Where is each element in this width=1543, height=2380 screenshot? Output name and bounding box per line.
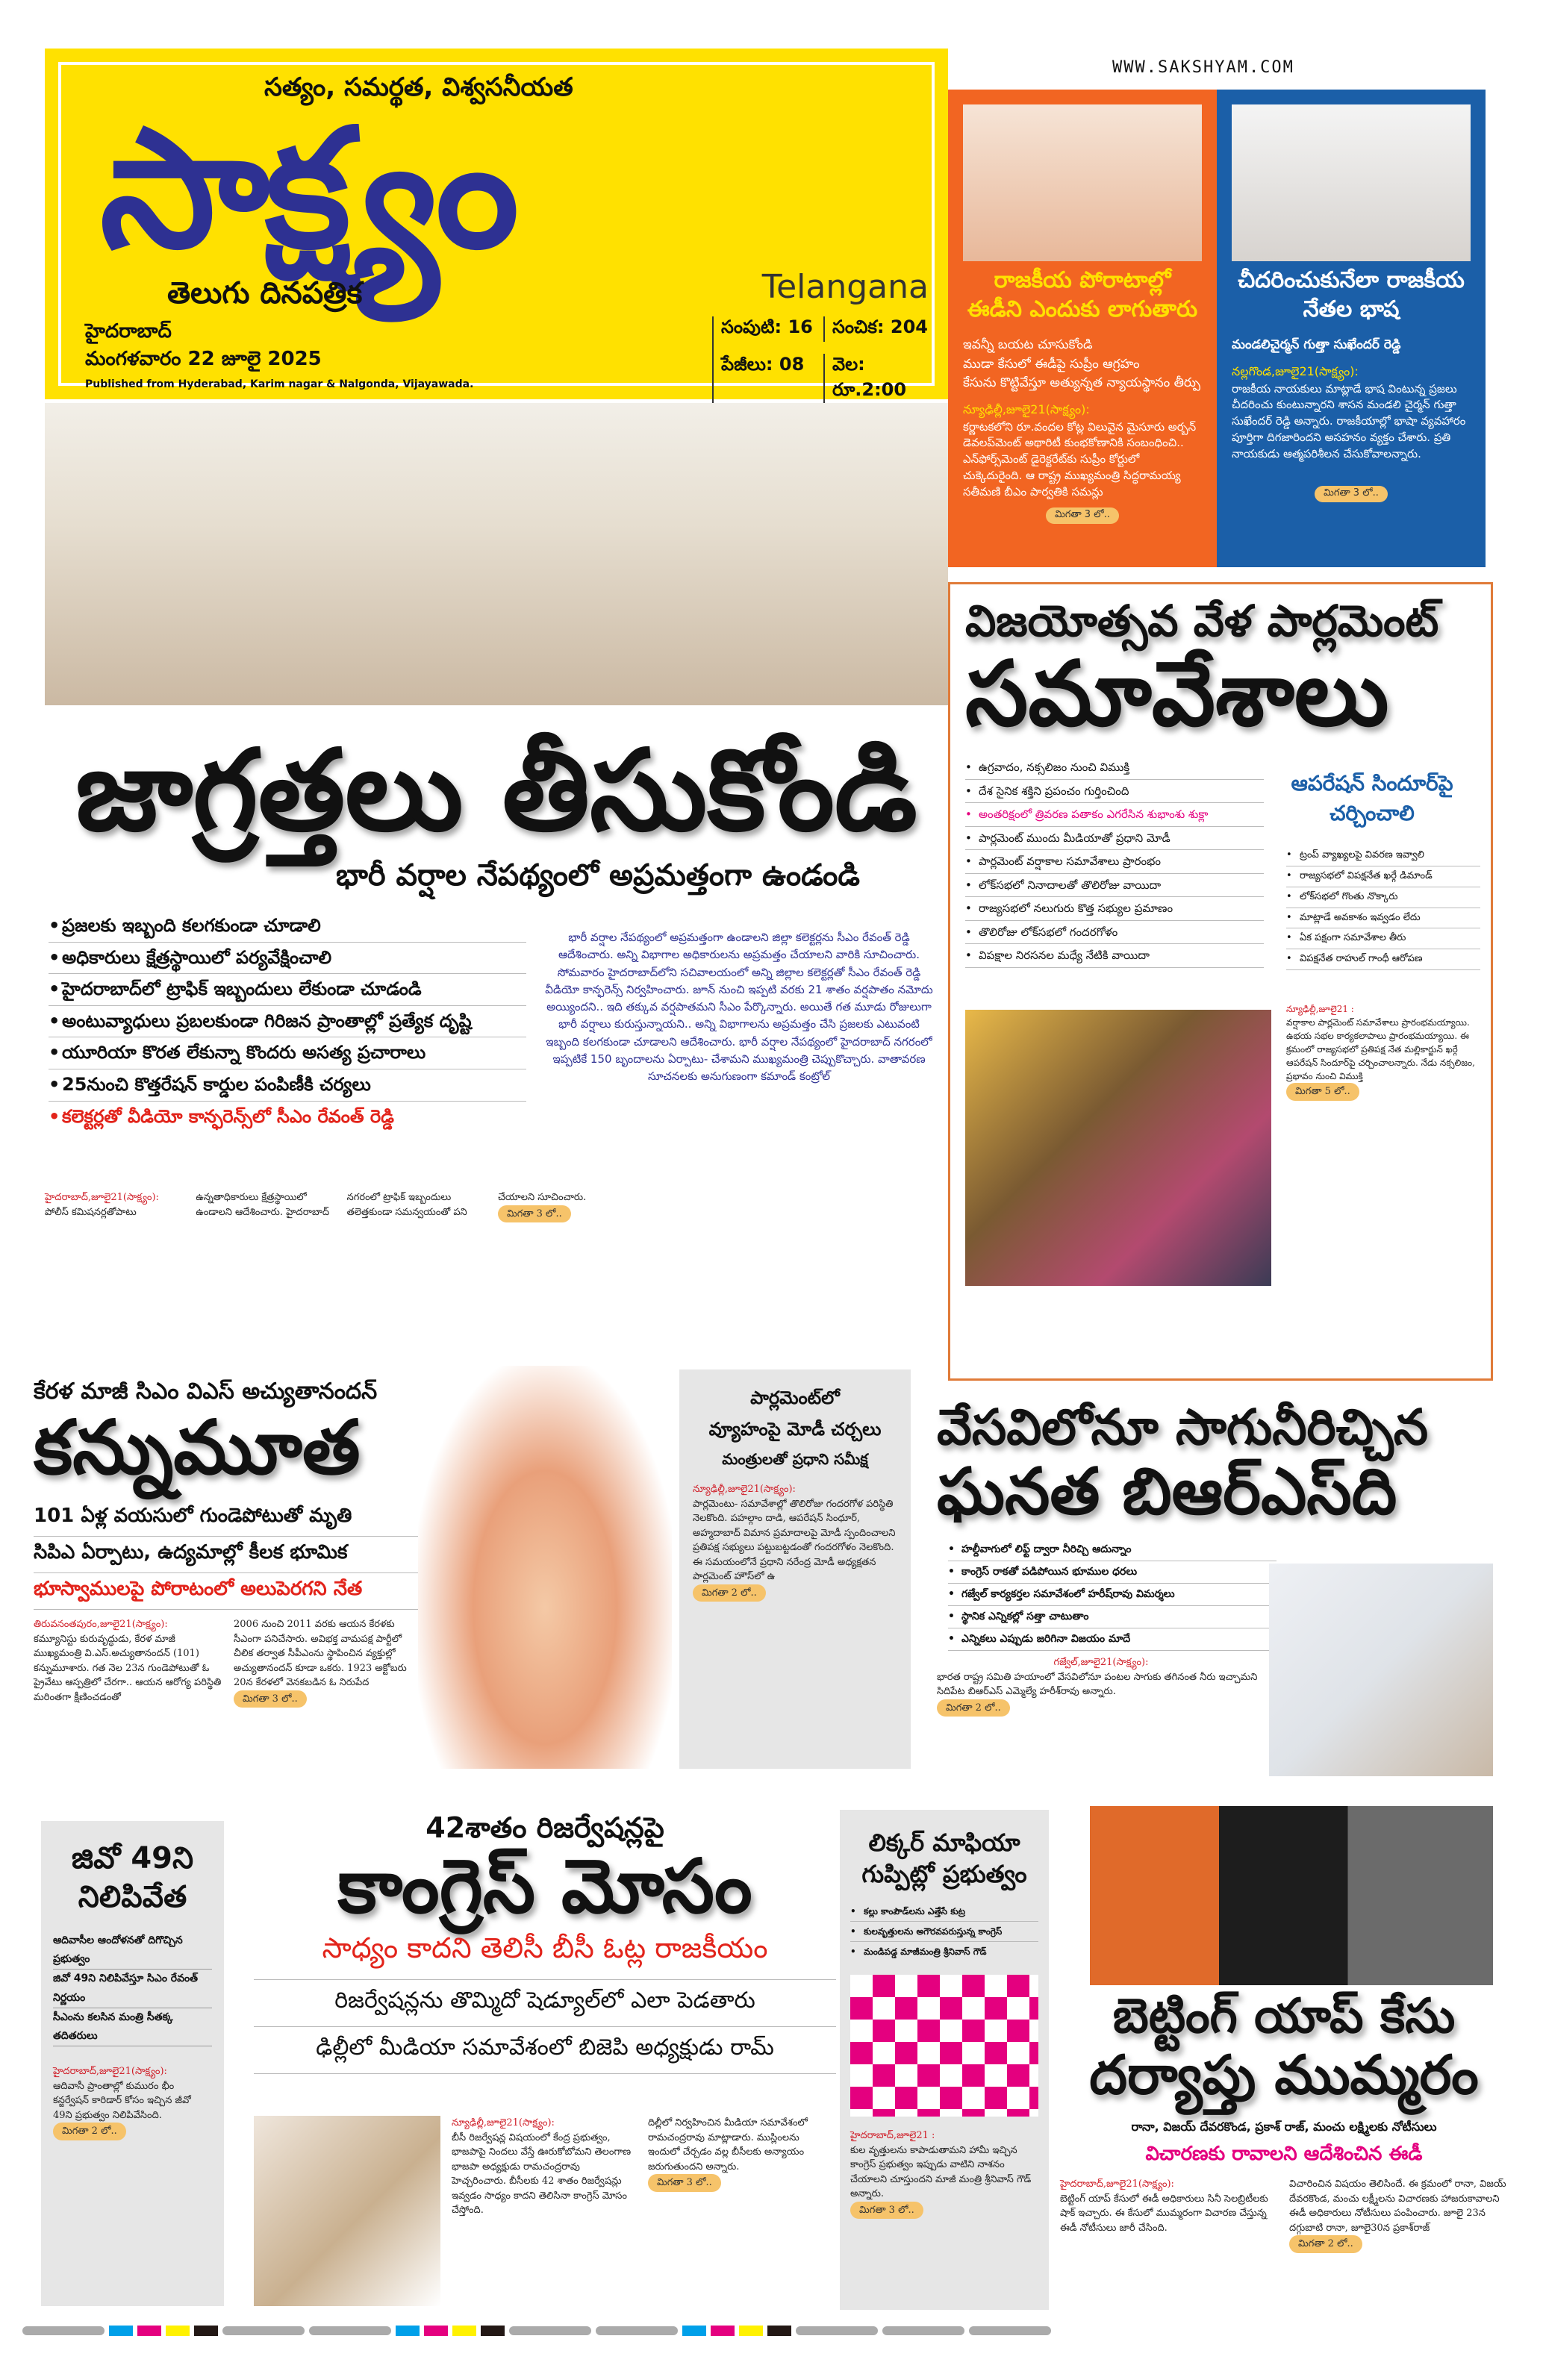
edition-city: హైదరాబాద్ (85, 320, 172, 343)
dateline: న్యూఢిల్లీ,జూలై21(సాక్ష్యం): (963, 402, 1090, 416)
bullet: • యూరియా కొరత లేకున్నా కొందరు అసత్య ప్రచారాలు (49, 1037, 526, 1069)
supreme-court-photo (963, 104, 1202, 261)
edition-name: Telangana (761, 268, 929, 306)
achuthanandan-portrait (418, 1366, 672, 1769)
story-subtitle: మండలిచైర్మన్ గుత్తా సుఖేందర్ రెడ్డి (1232, 337, 1401, 352)
parliament-body (1286, 1002, 1480, 1101)
bullet: • మాట్లాడే అవకాశం ఇవ్వడం లేదు (1286, 908, 1480, 929)
story-body: పోలీస్ కమిషనర్లతోపాటు ఉన్నతాధికారులు క్షేత్రస్థాయిలో ఉండాలని ఆదేశించారు. హైదరాబాద్ నగరంలో ట్రాఫిక్ ఇబ్బందులు తలెత్తకుండా సమన్వయంతో పని చేయాలని సూచించారు. (45, 1192, 587, 1218)
story-body: ఆదివాసీ ప్రాంతాల్లో కుమురం భీం కన్జర్వేషన్ కారిడార్ కోసం ఇచ్చిన జీవో 49ని ప్రభుత్వం నిలిపివేసింది. (53, 2080, 191, 2121)
masthead-subtitle: తెలుగు దినపత్రిక (167, 276, 363, 310)
kerala-line: సిపిఎ ఏర్పాటు, ఉద్యమాల్లో కీలక భూమిక (34, 1537, 422, 1573)
continued-link[interactable]: మిగతా 3 లో.. (234, 1690, 307, 1708)
masthead (45, 49, 948, 399)
bullet: • రాజ్యసభలో నలుగురు కొత్త సభ్యుల ప్రమాణం (965, 897, 1264, 921)
story-body: దిల్లీలో నిర్వహించిన మీడియా సమావేశంలో రామచంద్రరావు మాట్లాడారు. ముస్లింలను ఇందులో చేర్చడం వల్ల బీసీలకు అన్యాయం జరుగుతుందని అన్నారు. (648, 2117, 808, 2173)
bullet: • అధికారులు క్షేత్రస్థాయిలో పర్యవేక్షించాలి (49, 943, 526, 975)
bullet: • కులవృత్తులను అగౌరవపరుస్తున్న కాంగ్రెస్ (850, 1922, 1038, 1942)
published-from: Published from Hyderabad, Karim nagar & Nalgonda, Vijayawada. (85, 378, 474, 390)
bullet: • విపక్షాల నిరసనల మధ్యే నేటికి వాయిదా (965, 944, 1264, 968)
kerala-col1 (34, 1617, 222, 1708)
ed-story-box[interactable] (948, 90, 1217, 567)
continued-link[interactable]: మిగతా 3 లో.. (498, 1205, 571, 1223)
box-subtitle: మంత్రులతో ప్రధాని సమీక్ష (722, 1450, 868, 1468)
gutta-sukhender-photo (1232, 104, 1471, 261)
dateline: తిరువనంతపురం,జూలై21(సాక్ష్యం): (34, 1619, 168, 1630)
brs-headline: వేసవిలోనూ సాగునీరిచ్చిన (937, 1399, 1429, 1456)
point: ఆదివాసీల ఆందోళనతో దిగొచ్చిన ప్రభుత్వం (53, 1931, 212, 1970)
lead-subheadline: భారీ వర్షాల నేపథ్యంలో అప్రమత్తంగా ఉండండి (336, 858, 861, 893)
story-body: కర్ణాటకలోని రూ.వందల కోట్ల విలువైన మైసూరు అర్బన్ డెవలప్‌మెంట్ అథారిటీ కుంభకోణానికి సంబంధించి.. ఎన్‌ఫోర్స్‌మెంట్ డైరెక్టరేట్‌కు సుప్రీం కోర్టులో చుక్కెదురైంది. ఆ రాష్ట్ర ముఖ్యమంత్రి సిద్ధరామయ్య సతీమణి బీఎం పార్వతికి సమన్లు (963, 419, 1197, 499)
story-body: 2006 నుంచి 2011 వరకు ఆయన కేరళకు సీఎంగా పనిచేసారు. అవిభక్త వామపక్ష పార్టీలో చీలిక తర్వాత సీపీఎంను స్థాపించిన వ్యక్తుల్లో అచ్యుతానందన్ కూడా ఒకరు. 1923 అక్టోబరు 20న కేరళలో వెనకబడిన ఓ నిరుపేద (234, 1619, 407, 1688)
lead-headline: జాగ్రత్తలు తీసుకోండి (75, 726, 917, 856)
story-title: రాజకీయ పోరాటాల్లో ఈడీని ఎందుకు లాగుతారు (967, 267, 1198, 322)
dateline: హైదరాబాద్,జూలై21(సాక్ష్యం): (53, 2066, 167, 2078)
kerala-kicker: కేరళ మాజీ సిఎం విఎస్ అచ్యుతానందన్ (34, 1378, 378, 1405)
lead-bullets (49, 911, 526, 1132)
congress-headline: కాంగ్రెస్ మోసం (337, 1843, 752, 1930)
dateline: గజ్వేల్,జూలై21(సాక్ష్యం): (1053, 1657, 1149, 1668)
bullet: • లోక్‌సభలో నినాదాలతో తొలిరోజు వాయిదా (965, 874, 1264, 898)
story-body: రాజకీయ నాయకులు మాట్లాడే భాష వింటున్న ప్రజలు చీదరించు కుంటున్నారని శాసన మండలి చైర్మన్ గుత్తా సుఖేందర్ రెడ్డి అన్నారు. రాజకీయాల్లో భాషా వ్యవహారం పూర్తిగా దిగజారిందని అసహనం వ్యక్తం చేశారు. ప్రతి నాయకుడు ఆత్మపరిశీలన చేసుకోవాలన్నారు. (1232, 381, 1466, 460)
print-registration-bar (0, 2320, 1543, 2342)
website-url[interactable]: WWW.SAKSHYAM.COM (1112, 58, 1294, 77)
story-body: విచారించిన విషయం తెలిసిందే. ఈ క్రమంలో రానా, విజయ్ దేవరకొండ, మంచు లక్ష్మీలను విచారణకు హాజరుకావాలని ఈడీ అధికారులు నోటీసులు పంపించారు. జూలై 23న దగ్గుబాటి రానా, జూలై30న ప్రకాశ్‌రాజ్ (1289, 2178, 1506, 2234)
story-points (963, 336, 1202, 393)
brs-bullets (948, 1539, 1277, 1651)
bullet: • విపక్షనేత రాహుల్ గాంధీ ఆరోపణ (1286, 949, 1480, 970)
issue-number: సంచిక: 204 (832, 316, 928, 337)
dateline: న్యూఢిల్లీ,జూలై21 : (1286, 1004, 1354, 1014)
betting-headline: బెట్టింగ్ యాప్ కేసు (1112, 1989, 1456, 2044)
parliament-headline: సమావేశాలు (965, 643, 1389, 746)
dateline: హైదరాబాద్,జూలై21 : (850, 2130, 935, 2142)
congress-kicker: 42శాతం రిజర్వేషన్లపై (426, 1811, 664, 1844)
box-title: వ్యూహంపై మోడీ చర్చలు (708, 1419, 882, 1440)
continued-link[interactable]: మిగతా 2 లో.. (693, 1584, 766, 1602)
bullet: • కాంగ్రెస్ రాకతో పడిపోయిన భూముల ధరలు (948, 1561, 1277, 1584)
parliament-bullets (965, 756, 1264, 968)
ramchander-rao-photo (254, 2116, 440, 2306)
bullet: • ట్రంప్ వ్యాఖ్యలపై వివరణ ఇవ్వాలి (1286, 846, 1480, 866)
bullet: • గజ్వేల్ కార్యకర్తల సమావేశంలో హరీష్‌రావు విమర్శలు (948, 1584, 1277, 1606)
cm-meeting-photo (45, 403, 948, 705)
bullet: • కల్లు కాంపౌడ్‌లను ఎత్తేసే కుట్ర (850, 1902, 1038, 1922)
bullet: • పార్లమెంట్ ముందు మీడియాతో ప్రధాని మోడీ (965, 827, 1264, 851)
newspaper-logo: సాక్ష్యం (100, 93, 515, 284)
box-title: లిక్కర్ మాఫియా గుప్పిట్లో ప్రభుత్వం (861, 1828, 1027, 1888)
price: వెల: రూ.2:00 (832, 354, 907, 400)
story-body: భారత రాష్ట్ర సమితి హయాంలో వేసవిలోనూ పంటల సాగుకు తగినంత నీరు ఇచ్చామని సిదిపేట బిఆర్‌ఎస్ ఎమ్మెల్యే హరీశ్‌రావు అన్నారు. (937, 1671, 1258, 1697)
continued-link[interactable]: మిగతా 3 లో.. (1315, 486, 1388, 502)
betting-sub: రానా, విజయ్ దేవరకొండ, ప్రకాశ్ రాజ్, మంచు లక్ష్మిలకు నోటీసులు (1131, 2120, 1437, 2134)
bullet: • కలెక్టర్లతో వీడియో కాన్ఫరెన్స్‌లో సీఎం రేవంత్ రెడ్డి (49, 1102, 526, 1133)
continued-link[interactable]: మిగతా 2 లో.. (53, 2123, 126, 2140)
story-title: చీదరించుకునేలా రాజకీయ నేతల భాష (1238, 267, 1465, 322)
kerala-story (34, 1378, 422, 1708)
dateline: నల్లగొండ,జూలై21(సాక్ష్యం): (1232, 363, 1359, 378)
box-title: జివో 49ని నిలిపివేత (71, 1841, 194, 1914)
parliament-kicker: విజయోత్సవ వేళ పార్లమెంట్ (965, 596, 1439, 646)
continued-link[interactable]: మిగతా 2 లో.. (937, 1699, 1010, 1717)
page-count: పేజీలు: 08 (721, 354, 825, 405)
tagline: సత్యం, సమర్థత, విశ్వసనీయత (264, 72, 573, 102)
bullet: • హైదరాబాద్‌లో ట్రాఫిక్ ఇబ్బందులు లేకుండా చూడండి (49, 974, 526, 1006)
continued-link[interactable]: మిగతా 3 లో.. (850, 2202, 923, 2220)
betting-headline: దర్యాప్తు ముమ్మరం (1089, 2043, 1479, 2106)
bullet: • ప్రజలకు ఇబ్బంది కలగకుండా చూడాలి (49, 911, 526, 943)
issue-info (712, 316, 936, 405)
point: ఇవన్నీ బయట చూసుకోండి (963, 337, 1093, 352)
kerala-red-line: భూస్వాములపై పోరాటంలో అలుపెరగని నేత (34, 1573, 422, 1610)
bullet: • ఎన్నికలు ఎప్పుడు జరిగినా విజయం మాదే (948, 1628, 1277, 1651)
side-title: ఆపరేషన్ సిందూర్‌పై చర్చించాలి (1291, 771, 1453, 825)
bullet: • తొలిరోజు లోక్‌సభలో గందరగోళం (965, 921, 1264, 945)
kerala-line: 101 ఏళ్ల వయసులో గుండెపోటుతో మృతి (34, 1500, 422, 1537)
congress-body (452, 2116, 832, 2218)
congress-line: ఢిల్లీలో మీడియా సమావేశంలో బిజెపి అధ్యక్షుడు రామ్ (254, 2027, 836, 2074)
volume: సంపుటి: 16 (721, 316, 825, 342)
bullet: • దేశ సైనిక శక్తిని ప్రపంచం గుర్తించింది (965, 780, 1264, 804)
modi-parliament-photo (965, 1010, 1271, 1286)
bullet: • మండిపడ్డ మాజీమంత్రి శ్రీనివాస్ గౌడ్ (850, 1942, 1038, 1961)
bullet: • అంటువ్యాధులు ప్రబలకుండా గిరిజన ప్రాంతాల్లో ప్రత్యేక దృష్టి (49, 1006, 526, 1038)
issue-date: మంగళవారం 22 జూలై 2025 (85, 348, 322, 370)
story-body: బెట్టింగ్ యాప్ కేసులో ఈడీ అధికారులు సినీ సెలబ్రిటీలకు షాక్ ఇచ్చారు. ఈ కేసులో ముమ్మరంగా విచారణ చేస్తున్న ఈడీ నోటీసులు జారీ చేసింది. (1060, 2193, 1268, 2234)
dateline: న్యూఢిల్లీ,జూలై21(సాక్ష్యం): (452, 2117, 555, 2128)
betting-story (1060, 1989, 1508, 2253)
bullet: • ఉగ్రవాదం, నక్సలిజం నుంచి విముక్తి (965, 756, 1264, 780)
brs-headline: ఘనత బిఆర్‌ఎస్‌ది (937, 1455, 1397, 1529)
kerala-col2 (234, 1617, 422, 1708)
gutta-story-box[interactable] (1217, 90, 1486, 567)
lead-body (45, 1190, 941, 1347)
continued-link[interactable]: మిగతా 3 లో.. (1046, 507, 1119, 524)
point: కేసును కొట్టివేస్తూ అత్యున్నత న్యాయస్థానం తీర్పు (963, 375, 1201, 390)
story-body: పార్లమెంటు- సమావేశాల్లో తొలిరోజు గందరగోళ పరిస్థితి నెలకొంది. పహల్గాం దాడి, ఆపరేషన్ సింధూర్, అహ్మదాబాద్ విమాన ప్రమాదాలపై మోడీ స్పందించాలని ప్రతిపక్ష సభ్యులు పట్టుబట్టడంతో గందరగోళం నెలకొంది. ఈ సమయంలోనే ప్రధాని నరేంద్ర మోడీ అధ్యక్షతన పార్లమెంట్ హౌస్‌లో ఉ (693, 1498, 896, 1582)
box-title: పార్లమెంట్‌లో (750, 1387, 840, 1408)
bullet: • లోక్‌సభలో గొంతు నొక్కారు (1286, 887, 1480, 908)
parliament-story (948, 582, 1493, 1381)
side-bullets (1286, 846, 1480, 970)
dateline: న్యూఢిల్లీ,జూలై21(సాక్ష్యం): (693, 1484, 796, 1495)
brs-press-meet-photo (850, 1975, 1038, 2117)
kerala-headline: కన్నుమూత (34, 1404, 361, 1491)
bullet: • ఏక పక్షంగా సమావేశాల తీరు (1286, 928, 1480, 949)
congress-story (254, 1811, 836, 2074)
modi-review-box (679, 1369, 911, 1769)
congress-line: రిజర్వేషన్లను తొమ్మిదో షెడ్యూల్‌లో ఎలా పెడతారు (254, 1980, 836, 2027)
point: ముడా కేసులో ఈడీపై సుప్రీం ఆగ్రహం (963, 356, 1140, 372)
dateline: హైదరాబాద్,జూలై21(సాక్ష్యం): (1060, 2178, 1174, 2190)
lead-intro: భారీ వర్షాల నేపథ్యంలో అప్రమత్తంగా ఉండాలని జిల్లా కలెక్టర్లను సీఎం రేవంత్ రెడ్డి ఆదేశించారు. అన్ని విభాగాల అధికారులను అప్రమత్తం చేయాలని వారికి సూచించారు. సోమవారం హైదరాబాద్‌లోని సచివాలయంలో అన్ని జిల్లాల కలెక్టర్లతో సీఎం రేవంత్ రెడ్డి వీడియో కాన్ఫరెన్స్ నిర్వహించారు. జూన్ నుంచి ఇప్పటి వరకు 21 శాతం వర్షపాతం నమోదు అయ్యిందని.. ఇది తక్కువ వర్షపాతమని సీఎం పేర్కొన్నారు. అయితే గత మూడు రోజులుగా భారీ వర్షాలు కురుస్తున్నాయని.. అన్ని విభాగాలను అప్రమత్తం చేసి ప్రజలకు ఎటువంటి ఇబ్బంది కలగకుండా చూడాలని ఆదేశించారు. భారీ వర్షాల నేపథ్యంలో హైదరాబాద్ నగరంలో ఇప్పటికే 150 బృందాలను ఏర్పాటు- చేశామని ముఖ్యమంత్రి చెప్పుకొచ్చారు. వాతావరణ సూచనలకు అనుగుణంగా కమాండ్ కంట్రోల్ (545, 931, 933, 1083)
continued-link[interactable]: మిగతా 2 లో.. (1289, 2235, 1362, 2253)
harish-rao-photo (1269, 1564, 1493, 1776)
bullet: • 25నుంచి కొత్తరేషన్ కార్డుల పంపిణీకి చర్యలు (49, 1069, 526, 1102)
bullet: • స్థానిక ఎన్నికల్లో సత్తా చాటుతాం (948, 1606, 1277, 1628)
story-body: బీసీ రిజర్వేషన్ల విషయంలో కేంద్ర ప్రభుత్వం, భాజపాపై నిందలు వేస్తే ఊరుకోబోమని తెలంగాణ భాజపా అధ్యక్షుడు రామచంద్రరావు హెచ్చరించారు. బీసీలకు 42 శాతం రిజర్వేషన్లు ఇవ్వడం సాధ్యం కాదని తెలిసినా కాంగ్రెస్ మోసం చేస్తోంది. (452, 2131, 632, 2216)
liquor-box (840, 1810, 1049, 2310)
story-body: కుల వృత్తులను కాపాడుతామని హామీ ఇచ్చిన కాంగ్రెస్ ప్రభుత్వం ఇప్పుడు వాటిని నాశనం చేయాలని చూస్తుందని మాజీ మంత్రి శ్రీనివాస్ గౌడ్ అన్నారు. (850, 2144, 1032, 2200)
celebrities-photo (1090, 1806, 1493, 1985)
betting-pink-line: విచారణకు రావాలని ఆదేశించిన ఈడీ (1145, 2143, 1423, 2165)
bullet: • రాజ్యసభలో విపక్షనేత ఖర్గే డిమాండ్ (1286, 866, 1480, 887)
point: సీఎంను కలసిన మంత్రి సీతక్క తదితరులు (53, 2008, 212, 2046)
story-body: కమ్యూనిస్టు కురువృద్ధుడు, కేరళ మాజీ ముఖ్యమంత్రి వి.ఎస్.అచ్యుతానందన్ (101) కన్నుమూశారు. గత నెల 23న గుండెపోటుతో ఓ ప్రైవేటు ఆస్పత్రిలో చేరగా.. ఆయన ఆరోగ్య పరిస్థితి మరింతగా క్షీణించడంతో (34, 1633, 222, 1703)
bullet: • అంతరిక్షంలో త్రివరణ పతాకం ఎగరేసిన శుభాంశు శుక్లా (965, 803, 1264, 827)
dateline: హైదరాబాద్,జూలై21(సాక్ష్యం): (45, 1192, 159, 1203)
go49-box (41, 1821, 224, 2306)
bullet: • హల్దీవాగులో లిఫ్ట్ ద్వారా నీరిచ్చి ఆదున్నాం (948, 1539, 1277, 1561)
continued-link[interactable]: మిగతా 5 లో.. (1286, 1083, 1359, 1101)
bullet: • పార్లమెంట్ వర్షాకాల సమావేశాలు ప్రారంభం (965, 850, 1264, 874)
continued-link[interactable]: మిగతా 3 లో.. (648, 2174, 721, 2192)
story-body: వర్షాకాల పార్లమెంట్ సమావేశాలు ప్రారంభమయ్యాయి. ఉభయ సభల కార్యకలాపాలు ప్రారంభమయ్యాయి. ఈ క్రమంలో రాజ్యసభలో ప్రతిపక్ష నేత మల్లికార్జున్ ఖర్గే ఆపరేషన్ సిందూర్‌పై చర్చించాలన్నారు. నేడు నక్సలిజం, ప్రభావం నుంచి విముక్తి (1286, 1017, 1475, 1081)
congress-red-line: సాధ్యం కాదని తెలిసీ బీసీ ఓట్ల రాజకీయం (254, 1931, 836, 1980)
point: జివో 49ని నిలిపివేస్తూ సిఎం రేవంత్ నిర్ణయం (53, 1970, 212, 2008)
